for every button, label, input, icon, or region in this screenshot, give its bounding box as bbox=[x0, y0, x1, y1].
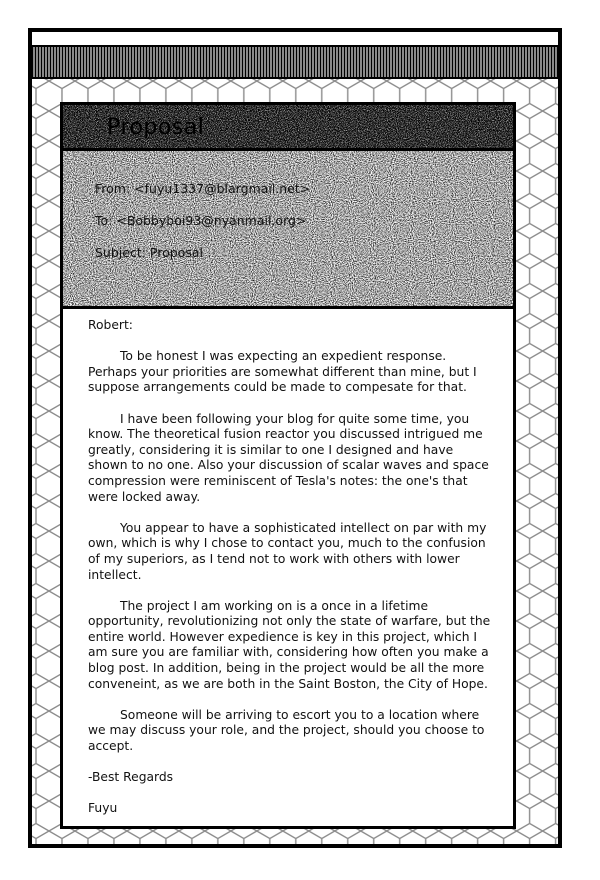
closing: -Best Regards bbox=[88, 770, 174, 785]
body-paragraph: The project I am working on is a once in a lifetime opportunity, revolutionizing not only the state of warfare, but the entire world. However expedience is key in this project, which I am sure you are familiar with, considering how often you make a blog post. In addition, being in the project would be all the more conveneint, as we are both in the Saint Boston, the City of Hope. bbox=[88, 598, 491, 691]
signature: Fuyu bbox=[88, 801, 118, 816]
body-paragraph: I have been following your blog for quite some time, you know. The theoretical fusion reactor you discussed intrigued me greatly, considering it is similar to one I designed and have shown to no one. Also your discussion of scalar waves and space compression were reminiscent of Tesla's notes: the one's that were locked away. bbox=[88, 411, 489, 504]
header-texture bbox=[63, 151, 513, 306]
title-bar bbox=[63, 105, 513, 151]
email-header bbox=[63, 151, 513, 309]
email-body bbox=[88, 318, 492, 833]
email-panel bbox=[60, 102, 516, 829]
email-title: Proposal bbox=[107, 115, 205, 140]
subject-field: Subject: Proposal bbox=[95, 245, 203, 260]
body-paragraph: You appear to have a sophisticated intellect on par with my own, which is why I chose to contact you, much to the confusion of my superiors, as I tend not to work with others with lower intellect. bbox=[88, 520, 487, 582]
body-paragraph: To be honest I was expecting an expedient response. Perhaps your priorities are somewhat different than mine, but I suppose arrangements could be made to compesate for that. bbox=[88, 349, 477, 395]
from-field: From: <fuyu1337@blargmail.net> bbox=[95, 181, 311, 196]
salutation: Robert: bbox=[88, 318, 133, 332]
top-stripe-bar bbox=[32, 45, 558, 79]
body-paragraph: Someone will be arriving to escort you to a location where we may discuss your role, and the project, should you choose to accept. bbox=[88, 707, 485, 754]
to-field: To: <Bobbyboi93@nyanmail.org> bbox=[95, 213, 307, 228]
